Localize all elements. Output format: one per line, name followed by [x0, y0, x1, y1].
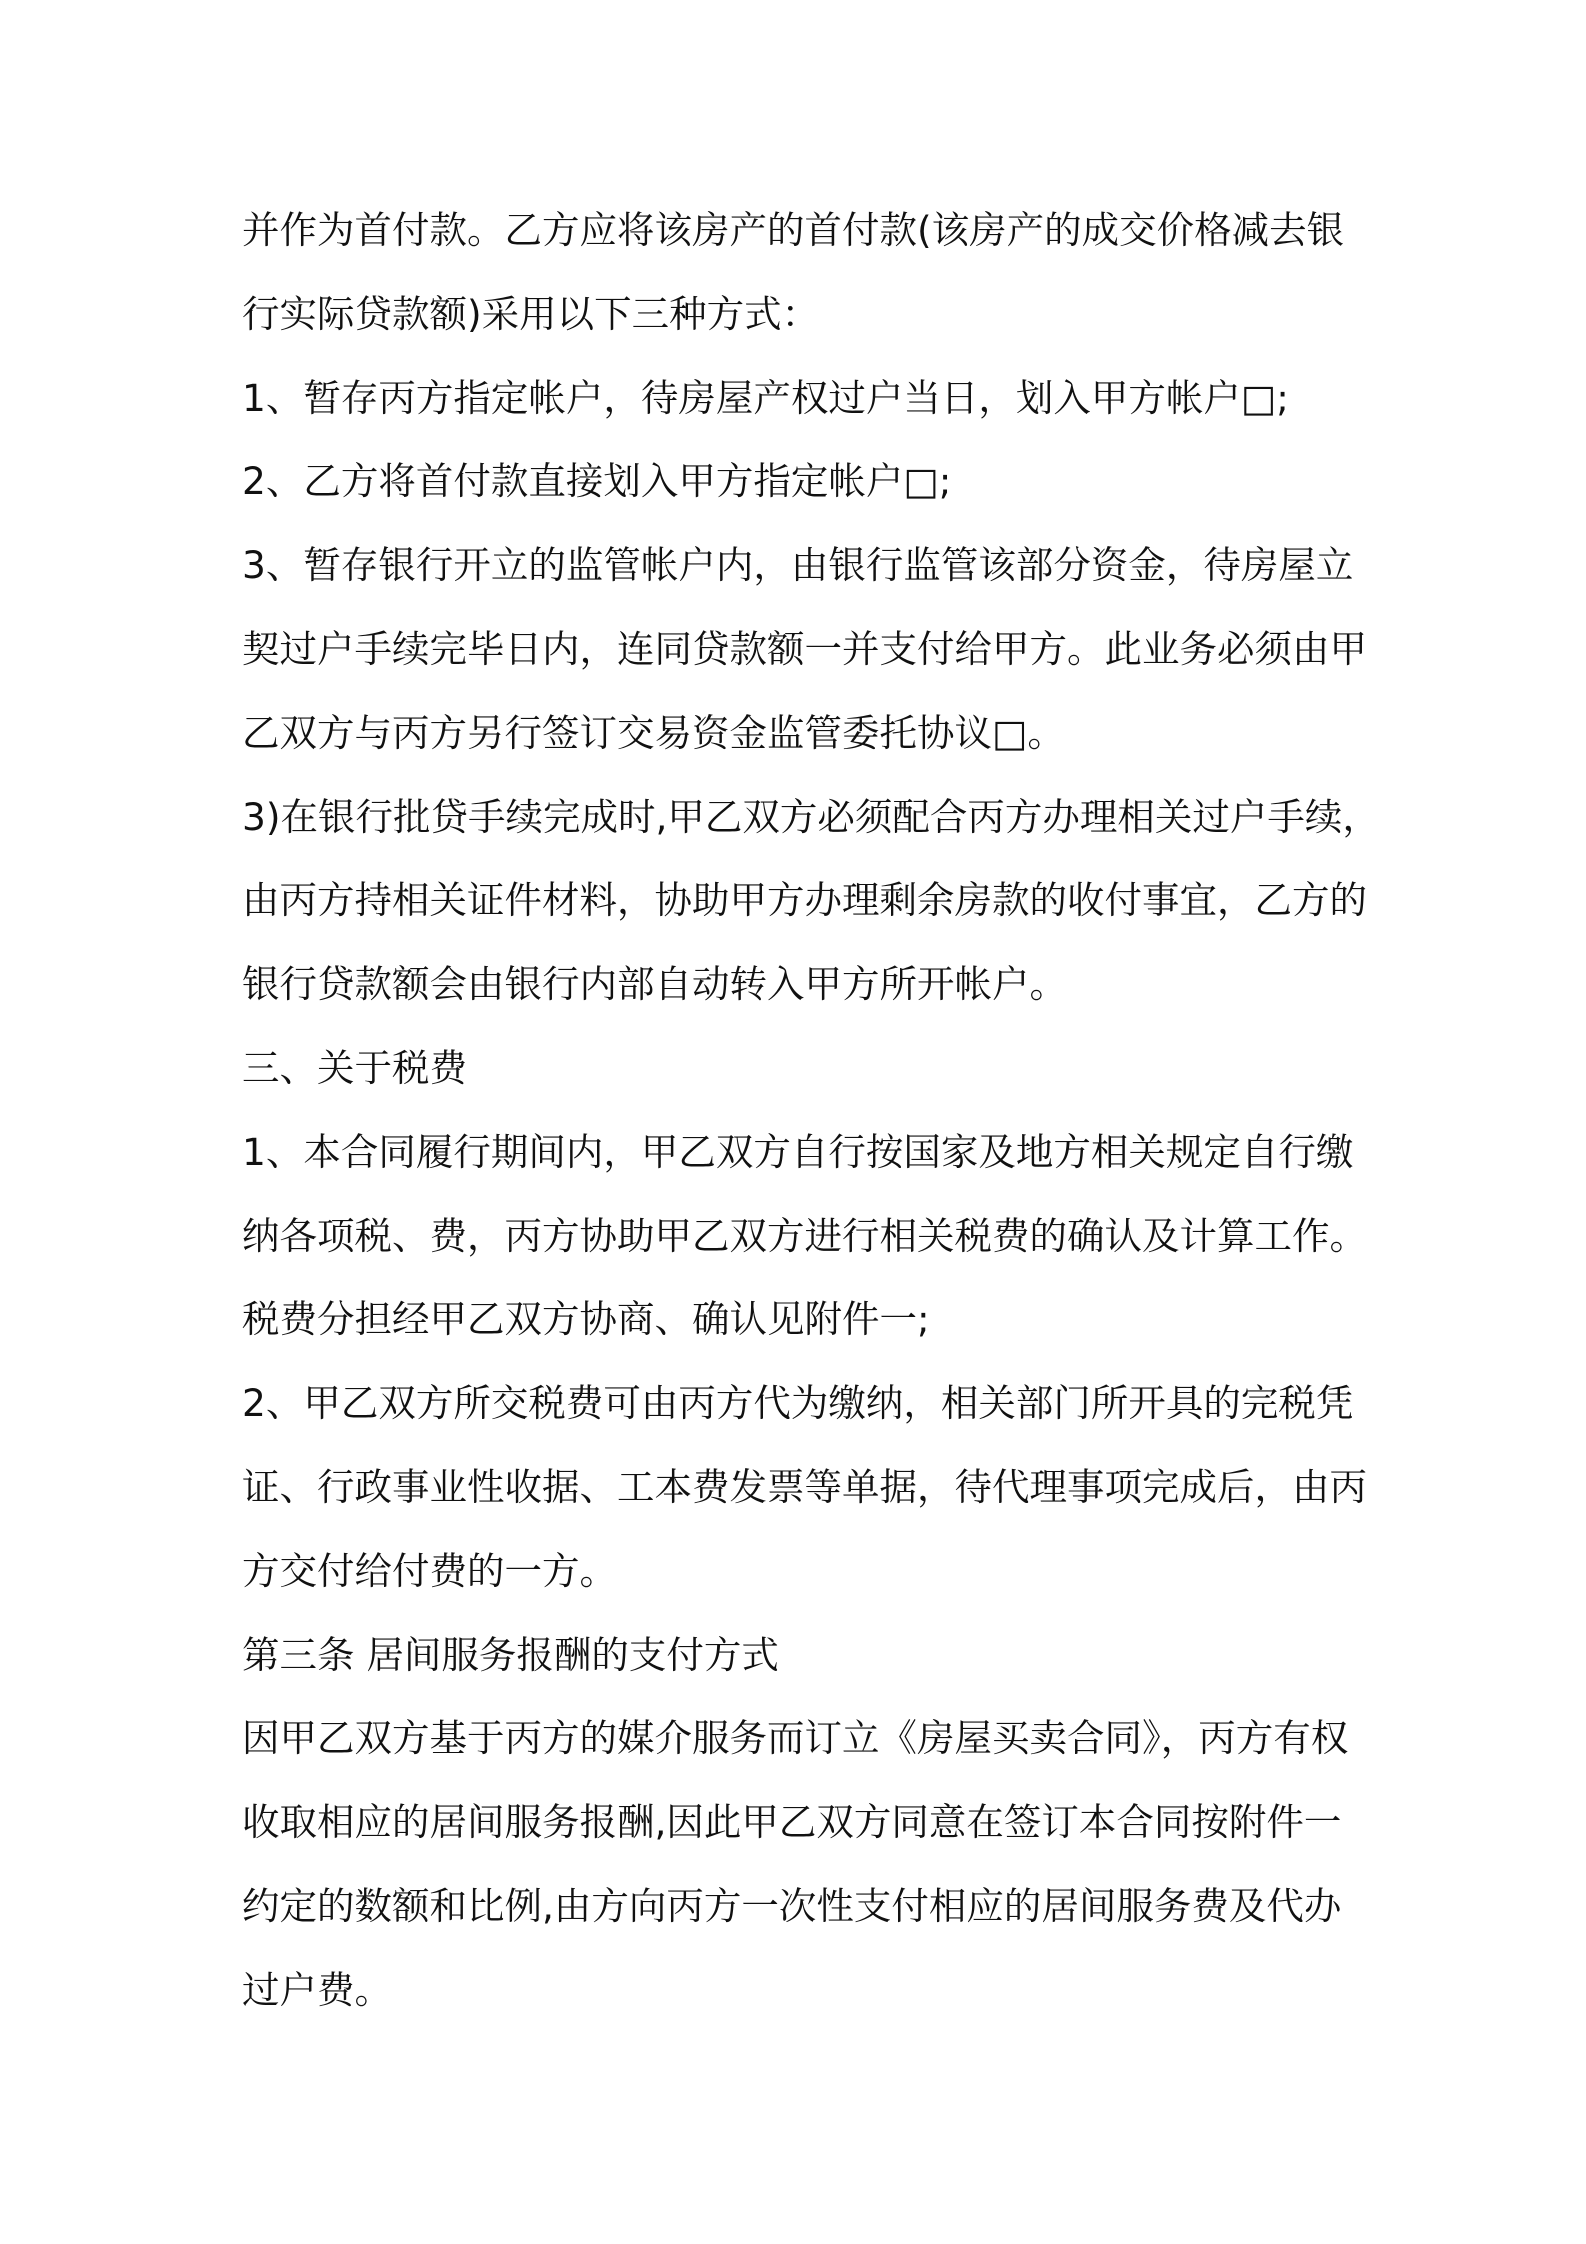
paragraph-line: 因甲乙双方基于丙方的媒介服务而订立《房屋买卖合同》，丙方有权	[242, 1716, 1349, 1761]
paragraph-line: 并作为首付款。乙方应将该房产的首付款(该房产的成交价格减去银	[242, 208, 1345, 252]
paragraph-line: 方交付给付费的一方。	[242, 1548, 617, 1593]
paragraph-line: 3)在银行批贷手续完成时,甲乙双方必须配合丙方办理相关过户手续，	[242, 794, 1380, 839]
paragraph-line: 乙双方与丙方另行签订交易资金监管委托协议□。	[242, 710, 1065, 755]
paragraph-line: 过户费。	[242, 1967, 392, 2012]
payment-option-1	[242, 357, 1466, 441]
tax-clause-1	[242, 1111, 1466, 1362]
paragraph-line: 证、行政事业性收据、工本费发票等单据，待代理事项完成后，由丙	[242, 1464, 1367, 1509]
paragraph-line: 1、本合同履行期间内，甲乙双方自行按国家及地方相关规定自行缴	[242, 1129, 1354, 1174]
brokerage-fee-clause	[242, 1697, 1466, 2032]
section-heading-taxes	[242, 1027, 1466, 1111]
paragraph-down-payment-methods-intro	[242, 189, 1466, 357]
paragraph-line: 约定的数额和比例,由方向丙方一次性支付相应的居间服务费及代办	[242, 1883, 1342, 1928]
section-heading: 三、关于税费	[242, 1045, 467, 1090]
article-heading: 第三条 居间服务报酬的支付方式	[242, 1632, 779, 1677]
paragraph-line: 由丙方持相关证件材料，协助甲方办理剩余房款的收付事宜，乙方的	[242, 878, 1367, 923]
paragraph-line: 2、乙方将首付款直接划入甲方指定帐户□;	[242, 459, 952, 504]
paragraph-line: 契过户手续完毕日内，连同贷款额一并支付给甲方。此业务必须由甲	[242, 626, 1367, 671]
paragraph-line: 收取相应的居间服务报酬,因此甲乙双方同意在签订本合同按附件一	[242, 1800, 1342, 1845]
article-heading-3	[242, 1614, 1466, 1698]
payment-option-3	[242, 524, 1466, 775]
payment-option-2	[242, 440, 1466, 524]
paragraph-line: 1、暂存丙方指定帐户，待房屋产权过户当日，划入甲方帐户□;	[242, 375, 1289, 420]
tax-clause-2	[242, 1362, 1466, 1613]
paragraph-line: 2、甲乙双方所交税费可由丙方代为缴纳，相关部门所开具的完税凭	[242, 1381, 1354, 1426]
paragraph-line: 纳各项税、费，丙方协助甲乙双方进行相关税费的确认及计算工作。	[242, 1213, 1367, 1258]
paragraph-line: 税费分担经甲乙双方协商、确认见附件一;	[242, 1297, 930, 1342]
paragraph-line: 行实际贷款额)采用以下三种方式：	[242, 291, 820, 336]
paragraph-line: 银行贷款额会由银行内部自动转入甲方所开帐户。	[242, 962, 1067, 1007]
clause-loan-approval	[242, 776, 1466, 1027]
paragraph-line: 3、暂存银行开立的监管帐户内，由银行监管该部分资金，待房屋立	[242, 543, 1354, 588]
